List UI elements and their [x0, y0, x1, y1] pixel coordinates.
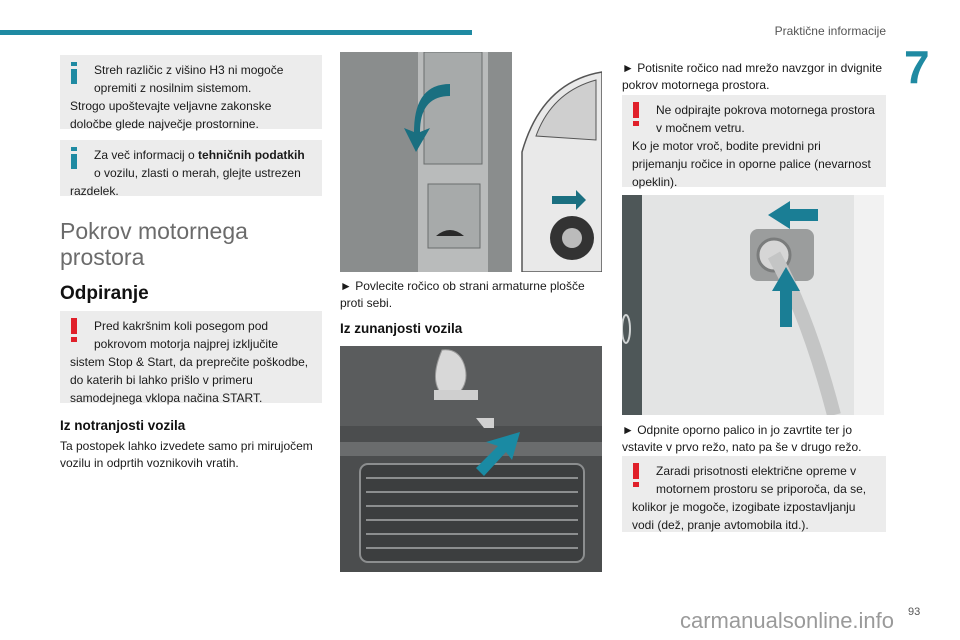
section-title: [60, 218, 248, 270]
warning-icon: [632, 102, 640, 126]
warning-box-wind: [622, 95, 886, 187]
header-accent-bar: [0, 30, 472, 35]
warning-box-stop-start: [60, 311, 322, 403]
info-icon: [70, 147, 78, 169]
illustration-support-rod: [622, 195, 884, 415]
info-box-technical: [60, 140, 322, 196]
heading-from-outside: Iz zunanjosti vozila: [340, 321, 463, 336]
warning-icon: [70, 318, 78, 342]
info-text-rest: razdelek.: [70, 184, 119, 198]
info-text-prefix: Za več informacij o: [94, 148, 199, 162]
warning-text-line1: Pred kakršnim koli posegom pod: [94, 319, 269, 333]
header-title: Praktične informacije: [774, 24, 886, 38]
warning-text-line2: v močnem vetru.: [656, 121, 745, 135]
info-box-roof: [60, 55, 322, 129]
info-text-line2: opremiti z nosilnim sistemom.: [94, 81, 252, 95]
warning-text-line2: pokrovom motorja najprej izključite: [94, 337, 279, 351]
section-title-line1: Pokrov motornega: [60, 218, 248, 244]
info-text-bold-link: tehničnih podatkih: [198, 148, 305, 162]
warning-text-line1: Ne odpirajte pokrova motornega prostora: [656, 103, 875, 117]
paragraph-inside: Ta postopek lahko izvedete samo pri mirujočem vozilu in odprtih voznikovih vratih.: [60, 439, 313, 470]
heading-from-inside: Iz notranjosti vozila: [60, 418, 186, 433]
step-support-rod: ► Odpnite oporno palico in jo zavrtite ter jo vstavite v prvo režo, nato pa še v drugo režo.: [622, 423, 862, 454]
warning-text-rest: kolikor je mogoče, izogibate izpostavljanju vodi (dež, pranje avtomobila itd.).: [632, 500, 856, 532]
illustration-front-grille: [340, 346, 602, 572]
warning-text-line1: Zaradi prisotnosti električne opreme v: [656, 464, 857, 478]
page-number: 93: [908, 606, 921, 618]
watermark: carmanualsonline.info: [680, 608, 895, 633]
heading-opening: Odpiranje: [60, 283, 149, 304]
warning-text-rest: Ko je motor vroč, bodite previdni pri prijemanju ročice in oporne palice (nevarnost opeklin).: [632, 139, 871, 189]
warning-icon: [632, 463, 640, 487]
warning-text-line2: motornem prostoru se priporoča, da se,: [656, 482, 867, 496]
info-icon: [70, 62, 78, 84]
step-pull-lever: ► Povlecite ročico ob strani armaturne plošče proti sebi.: [340, 279, 585, 310]
chapter-number: 7: [904, 41, 930, 93]
illustration-interior-lever: [340, 52, 602, 272]
warning-text-rest: sistem Stop & Start, da preprečite poškodbe, do katerih bi lahko prišlo v primeru samodejnega vklopa načina START.: [70, 355, 309, 405]
warning-box-electrical: [622, 456, 886, 532]
step-push-lever: ► Potisnite ročico nad mrežo navzgor in dvignite pokrov motornega prostora.: [622, 61, 883, 92]
info-text-line2: o vozilu, zlasti o merah, glejte ustrezen: [94, 166, 301, 180]
section-title-line2: prostora: [60, 244, 145, 270]
info-text-line1: Streh različic z višino H3 ni mogoče: [94, 63, 284, 77]
info-text-rest: Strogo upoštevajte veljavne zakonske določbe glede največje prostornine.: [70, 99, 272, 131]
